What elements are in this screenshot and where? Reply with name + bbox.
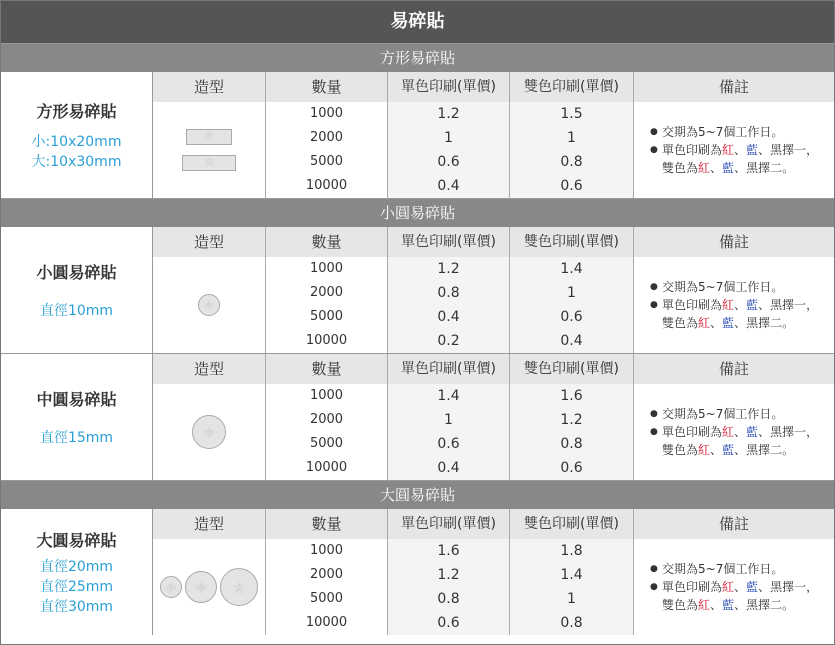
single-price-cell: 1 xyxy=(388,126,510,151)
product-name: 小圓易碎貼 xyxy=(36,262,117,282)
single-price-cell: 1.2 xyxy=(388,102,510,127)
qty-cell: 2000 xyxy=(266,281,388,306)
product-name: 中圓易碎貼 xyxy=(36,389,117,409)
double-price-cell: 0.8 xyxy=(510,150,634,175)
single-price-cell: 1.4 xyxy=(388,384,510,409)
single-price-cell: 0.4 xyxy=(388,456,510,480)
header-note: 備註 xyxy=(634,354,834,385)
section-header-square: 方形易碎貼 xyxy=(1,44,834,72)
qty-cell: 10000 xyxy=(266,174,388,198)
double-price-cell: 1.4 xyxy=(510,563,634,588)
double-price-cell: 1 xyxy=(510,587,634,612)
single-price-cell: 0.8 xyxy=(388,587,510,612)
qty-cell: 10000 xyxy=(266,329,388,353)
qty-cell: 1000 xyxy=(266,539,388,564)
note-item: ● 單色印刷為紅、藍、黑擇一，雙色為紅、藍、黑擇二。 xyxy=(650,423,826,459)
header-note: 備註 xyxy=(634,227,834,258)
notes-list xyxy=(650,560,826,614)
note-item: ● 單色印刷為紅、藍、黑擇一，雙色為紅、藍、黑擇二。 xyxy=(650,141,826,177)
double-price-cell: 1.5 xyxy=(510,102,634,127)
note-cell xyxy=(634,257,834,353)
qty-cell: 5000 xyxy=(266,432,388,457)
double-price-cell: 1.4 xyxy=(510,257,634,282)
header-note: 備註 xyxy=(634,509,834,540)
qty-cell: 2000 xyxy=(266,563,388,588)
note-item: ● 交期為5~7個工作日。 xyxy=(650,560,826,578)
single-price-cell: 0.4 xyxy=(388,174,510,198)
header-qty: 數量 xyxy=(266,354,388,385)
product-size: 直徑25mm xyxy=(39,578,114,595)
double-price-cell: 0.6 xyxy=(510,456,634,480)
single-price-cell: 0.2 xyxy=(388,329,510,353)
header-shape: 造型 xyxy=(153,72,266,103)
note-cell xyxy=(634,102,834,198)
header-shape: 造型 xyxy=(153,227,266,258)
note-cell xyxy=(634,384,834,480)
single-price-cell: 1.2 xyxy=(388,563,510,588)
section-header-large-circle: 大圓易碎貼 xyxy=(1,481,834,509)
qty-cell: 5000 xyxy=(266,150,388,175)
rect-sticker-small-icon: 小 xyxy=(186,129,232,145)
block-square xyxy=(1,72,834,199)
product-size: 直徑30mm xyxy=(39,598,114,615)
page-title: 易碎貼 xyxy=(1,1,834,44)
product-name: 大圓易碎貼 xyxy=(36,530,117,550)
product-size: 直徑15mm xyxy=(39,429,114,446)
note-item: ● 單色印刷為紅、藍、黑擇一，雙色為紅、藍、黑擇二。 xyxy=(650,296,826,332)
note-item: ● 交期為5~7個工作日。 xyxy=(650,405,826,423)
product-size: 直徑10mm xyxy=(39,302,114,319)
qty-cell: 10000 xyxy=(266,456,388,480)
note-item: ● 交期為5~7個工作日。 xyxy=(650,278,826,296)
header-shape: 造型 xyxy=(153,354,266,385)
notes-list xyxy=(650,123,826,177)
header-double: 雙色印刷(單價) xyxy=(510,227,634,258)
product-size: 大:10x30mm xyxy=(31,153,122,170)
single-price-cell: 1.2 xyxy=(388,257,510,282)
header-qty: 數量 xyxy=(266,227,388,258)
block-small-circle xyxy=(1,227,834,354)
double-price-cell: 0.8 xyxy=(510,611,634,635)
rect-sticker-large-icon: 大 xyxy=(182,155,236,171)
single-price-cell: 0.6 xyxy=(388,432,510,457)
qty-cell: 1000 xyxy=(266,257,388,282)
product-name: 方形易碎貼 xyxy=(36,101,117,121)
circle-sticker-medium-icon: 中 xyxy=(192,415,226,449)
single-price-cell: 0.4 xyxy=(388,305,510,330)
product-name-cell xyxy=(1,227,153,353)
circle-sticker-medium-icon: 中 xyxy=(185,571,217,603)
block-medium-circle xyxy=(1,354,834,481)
header-single: 單色印刷(單價) xyxy=(388,72,510,103)
shape-cell xyxy=(153,539,266,635)
header-note: 備註 xyxy=(634,72,834,103)
header-qty: 數量 xyxy=(266,72,388,103)
double-price-cell: 0.6 xyxy=(510,174,634,198)
qty-cell: 10000 xyxy=(266,611,388,635)
note-item: ● 單色印刷為紅、藍、黑擇一，雙色為紅、藍、黑擇二。 xyxy=(650,578,826,614)
header-single: 單色印刷(單價) xyxy=(388,354,510,385)
qty-cell: 2000 xyxy=(266,408,388,433)
header-shape: 造型 xyxy=(153,509,266,540)
header-double: 雙色印刷(單價) xyxy=(510,509,634,540)
note-cell xyxy=(634,539,834,635)
double-price-cell: 0.8 xyxy=(510,432,634,457)
double-price-cell: 0.6 xyxy=(510,305,634,330)
single-price-cell: 1 xyxy=(388,408,510,433)
double-price-cell: 1.8 xyxy=(510,539,634,564)
shape-cell xyxy=(153,102,266,198)
notes-list xyxy=(650,405,826,459)
product-size: 小:10x20mm xyxy=(31,133,122,150)
notes-list xyxy=(650,278,826,332)
section-header-circle: 小圓易碎貼 xyxy=(1,199,834,227)
product-name-cell xyxy=(1,354,153,480)
double-price-cell: 1 xyxy=(510,281,634,306)
block-large-circle xyxy=(1,509,834,635)
header-qty: 數量 xyxy=(266,509,388,540)
product-name-cell xyxy=(1,509,153,635)
double-price-cell: 1.2 xyxy=(510,408,634,433)
single-price-cell: 0.6 xyxy=(388,611,510,635)
qty-cell: 5000 xyxy=(266,305,388,330)
circle-sticker-small-icon: 小 xyxy=(198,294,220,316)
header-single: 單色印刷(單價) xyxy=(388,227,510,258)
circle-sticker-small-icon: 小 xyxy=(160,576,182,598)
single-price-cell: 0.6 xyxy=(388,150,510,175)
qty-cell: 5000 xyxy=(266,587,388,612)
header-single: 單色印刷(單價) xyxy=(388,509,510,540)
single-price-cell: 0.8 xyxy=(388,281,510,306)
header-double: 雙色印刷(單價) xyxy=(510,354,634,385)
qty-cell: 2000 xyxy=(266,126,388,151)
shape-cell xyxy=(153,257,266,353)
single-price-cell: 1.6 xyxy=(388,539,510,564)
product-size: 直徑20mm xyxy=(39,558,114,575)
product-name-cell xyxy=(1,72,153,198)
qty-cell: 1000 xyxy=(266,384,388,409)
note-item: ● 交期為5~7個工作日。 xyxy=(650,123,826,141)
shape-cell xyxy=(153,384,266,480)
qty-cell: 1000 xyxy=(266,102,388,127)
double-price-cell: 0.4 xyxy=(510,329,634,353)
double-price-cell: 1 xyxy=(510,126,634,151)
double-price-cell: 1.6 xyxy=(510,384,634,409)
circle-sticker-large-icon: 大 xyxy=(220,568,258,606)
header-double: 雙色印刷(單價) xyxy=(510,72,634,103)
